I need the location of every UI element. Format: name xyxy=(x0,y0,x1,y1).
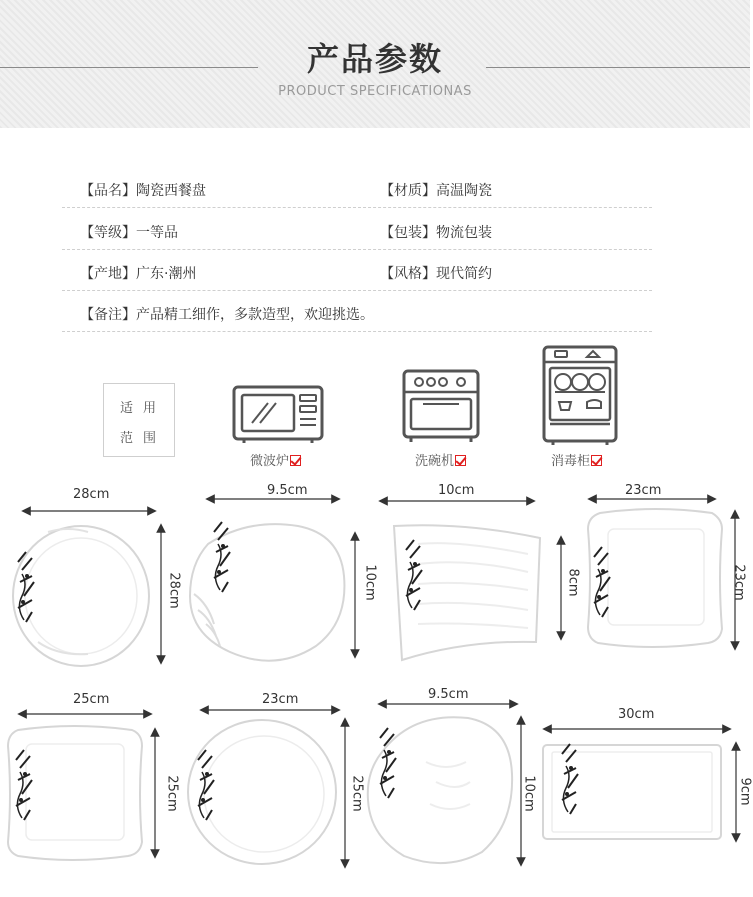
check-icon xyxy=(290,455,301,466)
plate-2-width-arrow xyxy=(206,494,340,504)
plate-6-image xyxy=(184,716,340,868)
spec-row xyxy=(62,251,652,291)
scope-line-1: 适用 xyxy=(120,401,167,416)
plate-1-image xyxy=(8,522,154,670)
plate-3-image xyxy=(388,520,546,660)
spec-row xyxy=(62,210,652,250)
plate-4-height: 23cm xyxy=(731,564,747,601)
plate-4-width-arrow xyxy=(588,494,716,504)
scope-line-2: 范围 xyxy=(120,431,167,446)
page-title: 产品参数 xyxy=(306,40,443,78)
plate-2-height: 10cm xyxy=(362,564,378,601)
spec-style: 【风格】现代简约 xyxy=(380,266,492,282)
appliance-sterilizer xyxy=(551,450,602,469)
spec-row xyxy=(62,292,652,332)
plate-3-width: 10cm xyxy=(438,483,475,498)
plate-8-image xyxy=(540,742,724,842)
sterilizer-label: 消毒柜 xyxy=(551,454,591,469)
spec-grade: 【等级】一等品 xyxy=(80,225,178,241)
spec-row xyxy=(62,168,652,208)
spec-name: 【品名】陶瓷西餐盘 xyxy=(80,183,206,199)
plate-6-height-arrow xyxy=(340,718,350,868)
plate-1-height-arrow xyxy=(156,524,166,664)
page-subtitle: PRODUCT SPECIFICATIONAS xyxy=(278,84,472,99)
plate-6-height: 25cm xyxy=(349,775,365,812)
plate-4-image xyxy=(584,507,728,651)
plate-1-height: 28cm xyxy=(166,572,182,609)
plate-3-width-arrow xyxy=(379,496,535,506)
plate-6-width: 23cm xyxy=(262,692,299,707)
appliance-dishwasher xyxy=(415,450,466,469)
plate-3-height-arrow xyxy=(556,536,566,640)
plate-5-image xyxy=(4,724,146,862)
plate-7-height: 10cm xyxy=(521,775,537,812)
plate-2-height-arrow xyxy=(350,532,360,658)
spec-packaging: 【包装】物流包装 xyxy=(380,225,492,241)
plate-1-width: 28cm xyxy=(73,487,110,502)
plate-5-width-arrow xyxy=(18,709,152,719)
plate-7-image xyxy=(366,712,516,866)
check-icon xyxy=(455,455,466,466)
spec-note: 【备注】产品精工细作，多款造型，欢迎挑选。 xyxy=(80,307,374,323)
plate-2-image xyxy=(188,514,348,666)
plate-5-width: 25cm xyxy=(73,692,110,707)
microwave-icon xyxy=(232,385,326,445)
appliance-microwave xyxy=(250,450,301,469)
microwave-label: 微波炉 xyxy=(250,454,290,469)
plate-4-width: 23cm xyxy=(625,483,662,498)
plate-7-width-arrow xyxy=(378,699,518,709)
plate-1-width-arrow xyxy=(22,506,156,516)
sterilizer-icon xyxy=(541,344,619,446)
plate-8-width-arrow xyxy=(543,724,731,734)
plate-8-height: 9cm xyxy=(737,777,753,806)
plate-8-width: 30cm xyxy=(618,707,655,722)
spec-material: 【材质】高温陶瓷 xyxy=(380,183,492,199)
dishwasher-label: 洗碗机 xyxy=(415,454,455,469)
plate-3-height: 8cm xyxy=(565,568,581,597)
dishwasher-icon xyxy=(401,368,481,444)
plate-5-height-arrow xyxy=(150,728,160,858)
plate-7-width: 9.5cm xyxy=(428,687,469,702)
spec-origin: 【产地】广东·潮州 xyxy=(80,266,197,282)
scope-box xyxy=(103,383,175,457)
plate-5-height: 25cm xyxy=(164,775,180,812)
check-icon xyxy=(591,455,602,466)
plate-6-width-arrow xyxy=(200,705,340,715)
plate-2-width: 9.5cm xyxy=(267,483,308,498)
